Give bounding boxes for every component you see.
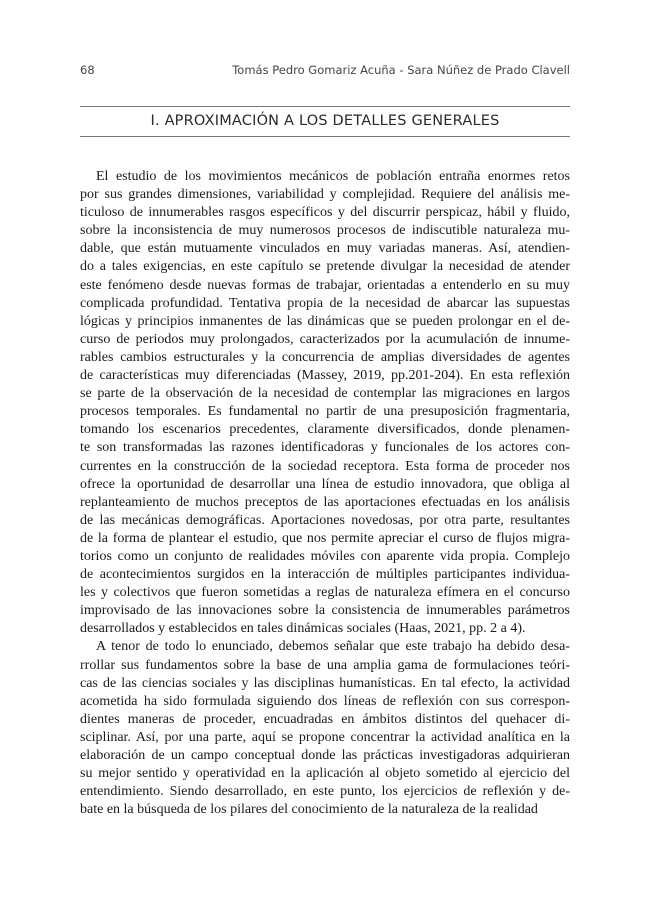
text-line: de características muy diferenciadas (Massey, 2019, pp.201-204). En esta reflexión [80,368,570,384]
page-number: 68 [80,63,95,77]
section-bottom-rule [80,136,570,137]
text-line: entendimiento. Siendo desarrollado, en este punto, los ejercicios de reflexión y de- [80,784,570,800]
text-line: por sus grandes dimensiones, variabilidad y complejidad. Requiere del análisis me- [80,187,570,203]
text-line: este fenómeno desde nuevas formas de trabajar, orientadas a entenderlo en su muy [80,277,570,293]
text-line: de la forma de plantear el estudio, que nos permite apreciar el curso de flujos migra- [80,530,570,546]
text-line: cas de las ciencias sociales y las disciplinas humanísticas. En tal efecto, la actividad [80,675,570,691]
text-line: se parte de la observación de la necesidad de contemplar las migraciones en largos [80,386,570,402]
text-line: complicada profundidad. Tentativa propia de la necesidad de abarcar las supuestas [80,295,570,311]
body-text [80,168,570,819]
paragraph [80,168,570,638]
text-line: ofrece la oportunidad de desarrollar una línea de estudio innovadora, que obliga al [80,476,570,492]
text-line: te son transformadas las razones identificadoras y funcionales de los actores con- [80,440,570,456]
text-line: improvisado de las innovaciones sobre la consistencia de innumerables parámetros [80,603,570,619]
text-line: elaboración de un campo conceptual donde las prácticas investigadoras adquirieran [80,748,570,763]
text-line: procesos temporales. Es fundamental no partir de una presuposición fragmentaria, [80,404,570,420]
text-line: desarrollados y establecidos en tales dinámicas sociales (Haas, 2021, pp. 2 a 4). [80,621,526,637]
text-line: bate en la búsqueda de los pilares del conocimiento de la naturaleza de la realidad [80,802,538,818]
section-title: I. APROXIMACIÓN A LOS DETALLES GENERALES [150,113,500,129]
section-top-rule [80,106,570,107]
paragraph [80,638,570,819]
page-header [80,63,570,79]
text-line: sciplinar. Así, por una parte, aquí se propone concentrar la actividad analítica en la [80,729,570,745]
text-line: de acontecimientos surgidos en la interacción de múltiples participantes individua- [80,567,570,583]
text-line: acometida ha sido formulada siguiendo dos líneas de reflexión con sus correspon- [80,693,570,709]
text-line: replanteamiento de muchos preceptos de las aportaciones efectuadas en los análisis [80,494,570,510]
text-line: rrollar sus fundamentos sobre la base de una amplia gama de formulaciones teóri- [80,657,570,673]
text-line: su mejor sentido y operatividad en la aplicación al objeto sometido al ejercicio del [80,766,570,782]
text-line: tomando los escenarios precedentes, claramente diversificados, donde plenamen- [80,422,570,438]
text-line: El estudio de los movimientos mecánicos de población entraña enormes retos [96,169,570,184]
text-line: do a tales exigencias, en este capítulo se pretende divulgar la necesidad de atender [80,259,570,275]
text-line: rables cambios estructurales y la concurrencia de amplias diversidades de agentes [80,349,570,365]
text-line: dientes maneras de proceder, encuadradas en ámbitos distintos del quehacer di- [80,711,570,727]
text-line: curso de periodos muy prolongados, caracterizados por la acumulación de innume- [80,331,570,347]
text-line: sobre la inconsistencia de muy numerosos procesos de indiscutible naturaleza mu- [80,223,570,239]
text-line: de las mecánicas demográficas. Aportaciones novedosas, por otra parte, resultantes [80,512,570,528]
text-line: currentes en la construcción de la sociedad receptora. Esta forma de proceder nos [80,458,570,474]
text-line: ticuloso de innumerables rasgos específicos y del discurrir perspicaz, hábil y fluido, [80,205,570,221]
text-line: torios como un conjunto de realidades móviles con aparente vida propia. Complejo [80,548,570,564]
text-line: lógicas y principios inmanentes de las dinámicas que se pueden prolongar en el de- [80,313,570,329]
running-head: Tomás Pedro Gomariz Acuña - Sara Núñez de Prado Clavell [232,63,570,77]
text-line: dable, que están mutuamente vinculados en muy variadas maneras. Así, atendien- [80,241,570,257]
text-line: A tenor de todo lo enunciado, debemos señalar que este trabajo ha debido desa- [96,639,570,655]
text-line: les y colectivos que fueron sometidas a reglas de naturaleza efímera en el concurso [80,585,570,601]
